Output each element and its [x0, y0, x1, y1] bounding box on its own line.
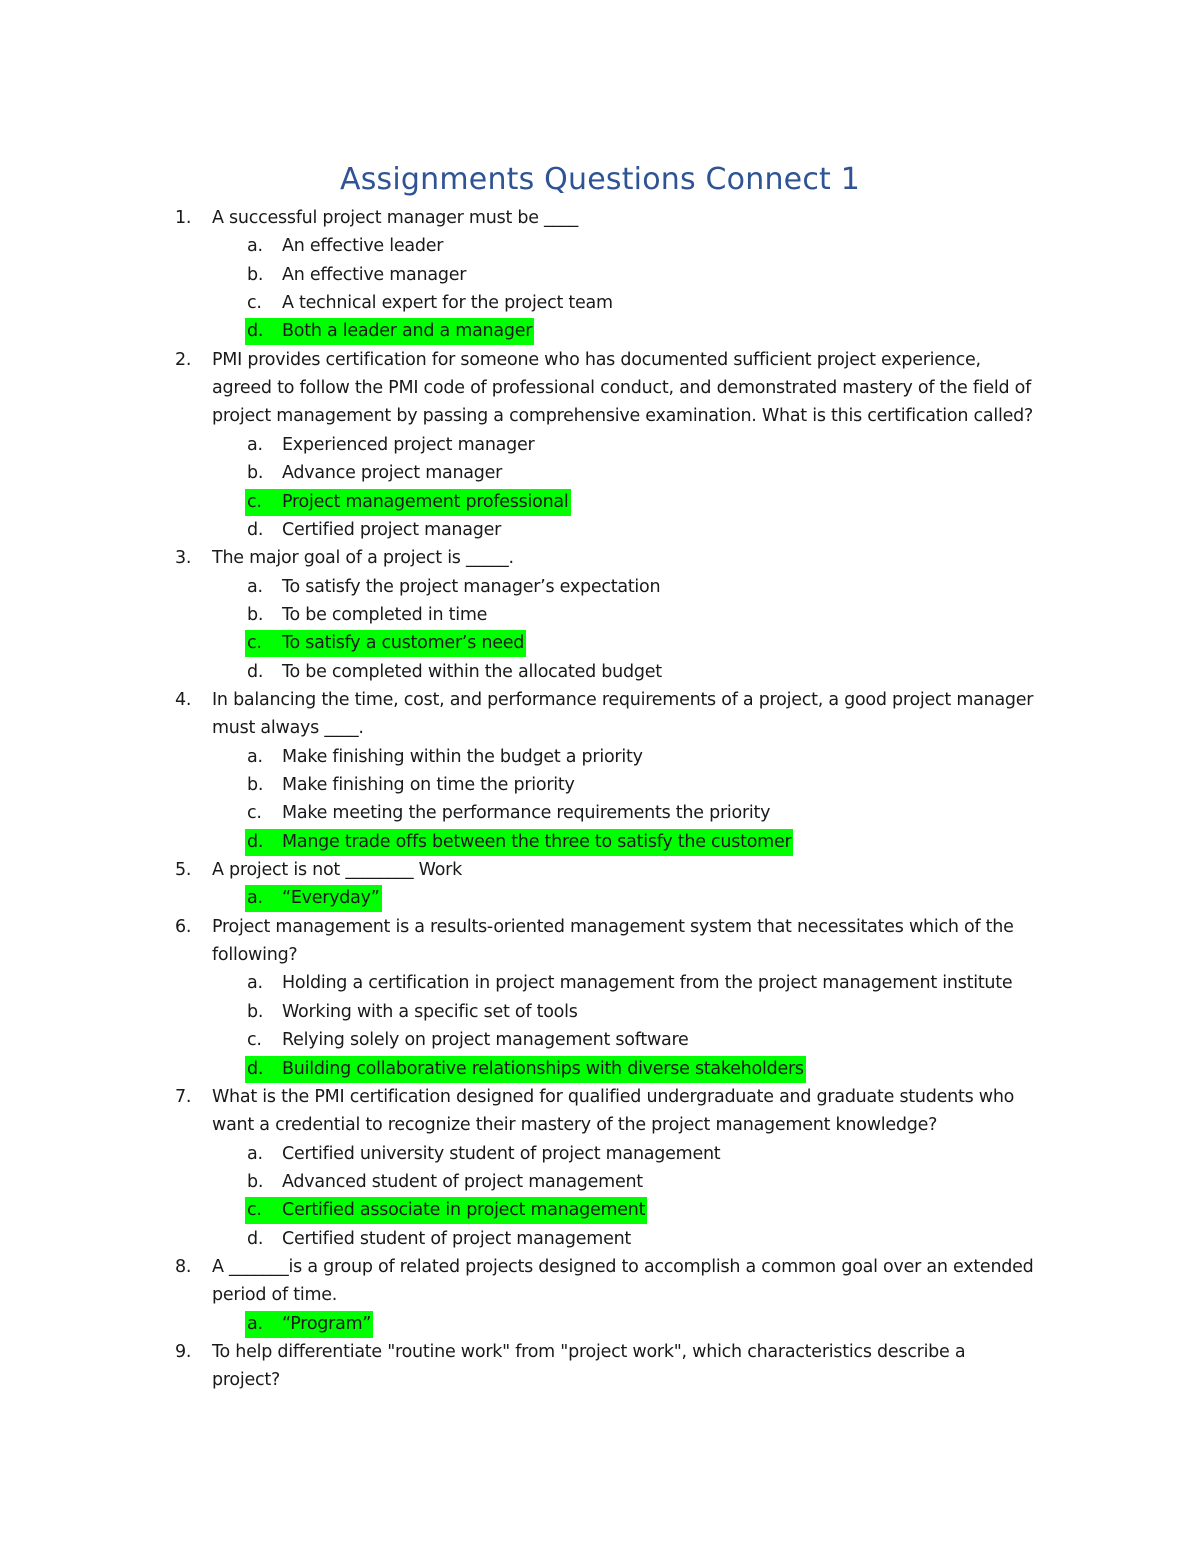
option-letter: c. [247, 1200, 262, 1221]
question-text: A successful project manager must be ____ [212, 208, 579, 228]
option-letter: a. [247, 576, 263, 597]
question-text: agreed to follow the PMI code of professional conduct, and demonstrated mastery of the field of [212, 378, 1032, 399]
option-text: “Program” [282, 1313, 372, 1334]
option-text: Relying solely on project management software [282, 1030, 689, 1051]
question-number: 2. [175, 349, 192, 370]
option-text: Make meeting the performance requirements the priority [282, 803, 771, 824]
option-letter: b. [247, 604, 264, 625]
option-letter: c. [247, 633, 262, 654]
option-text: An effective manager [282, 264, 467, 285]
document-title: Assignments Questions Connect 1 [339, 162, 860, 197]
option-letter: c. [247, 293, 262, 314]
question-number: 6. [175, 916, 192, 937]
option-text: “Everyday” [282, 888, 380, 909]
option-letter: d. [247, 661, 264, 682]
option-letter: d. [247, 1058, 264, 1079]
option-text: Make finishing on time the priority [282, 775, 575, 795]
option-letter: a. [247, 888, 263, 909]
question-text: PMI provides certification for someone who has documented sufficient project experience, [212, 349, 981, 370]
option-letter: b. [247, 264, 264, 285]
option-text: To satisfy the project manager’s expectation [282, 576, 661, 597]
option-letter: a. [247, 1143, 263, 1164]
option-letter: c. [247, 803, 262, 824]
option-letter: b. [247, 463, 264, 484]
option-text: Working with a specific set of tools [282, 1001, 578, 1022]
question-text: A project is not ________ Work [212, 860, 462, 881]
option-letter: a. [247, 1313, 263, 1334]
option-text: To be completed within the allocated budget [282, 661, 662, 682]
option-text: An effective leader [282, 236, 444, 257]
option-letter: d. [247, 831, 264, 852]
option-letter: a. [247, 973, 263, 994]
question-text: project management by passing a comprehensive examination. What is this certification called? [212, 406, 1034, 427]
option-letter: c. [247, 1030, 262, 1051]
option-text: To be completed in time [282, 604, 488, 625]
option-text: Experienced project manager [282, 434, 535, 455]
question-number: 9. [175, 1342, 192, 1362]
option-text: Certified university student of project management [282, 1143, 721, 1164]
question-number: 8. [175, 1256, 192, 1277]
question-text: period of time. [212, 1285, 338, 1306]
question-number: 4. [175, 689, 192, 710]
question-text: Project management is a results-oriented management system that necessitates which of the [212, 916, 1014, 937]
option-letter: d. [247, 519, 264, 540]
option-letter: b. [247, 1001, 264, 1022]
option-letter: d. [247, 321, 264, 342]
option-text: Mange trade offs between the three to satisfy the customer [282, 831, 792, 852]
option-letter: d. [247, 1228, 264, 1249]
option-letter: a. [247, 236, 263, 257]
option-text: Certified student of project management [282, 1228, 632, 1249]
option-letter: a. [247, 434, 263, 455]
question-text: A _______is a group of related projects designed to accomplish a common goal over an extended [212, 1256, 1034, 1277]
option-letter: a. [247, 746, 263, 767]
question-text: To help differentiate "routine work" from "project work", which characteristics describe a [212, 1342, 966, 1362]
option-text: Make finishing within the budget a priority [282, 746, 643, 767]
question-text: The major goal of a project is _____. [212, 548, 514, 569]
question-number: 1. [175, 208, 192, 228]
question-text: project? [212, 1370, 281, 1391]
option-text: Advanced student of project management [282, 1171, 643, 1192]
option-text: Building collaborative relationships with diverse stakeholders [282, 1058, 804, 1079]
question-text: want a credential to recognize their mastery of the project management knowledge? [212, 1115, 938, 1136]
question-text: following? [212, 945, 298, 966]
option-text: A technical expert for the project team [282, 293, 613, 314]
question-text: In balancing the time, cost, and performance requirements of a project, a good project manager [212, 689, 1034, 710]
option-letter: c. [247, 491, 262, 512]
question-number: 5. [175, 860, 192, 881]
question-number: 7. [175, 1086, 192, 1107]
option-text: To satisfy a customer’s need [282, 633, 525, 654]
option-text: Project management professional [282, 491, 569, 512]
option-text: Certified project manager [282, 519, 502, 540]
option-text: Advance project manager [282, 463, 503, 484]
question-number: 3. [175, 548, 192, 569]
option-letter: b. [247, 1171, 264, 1192]
option-text: Holding a certification in project management from the project management institute [282, 973, 1013, 994]
question-text: must always ____. [212, 718, 364, 739]
option-text: Certified associate in project management [282, 1200, 646, 1221]
option-text: Both a leader and a manager [282, 321, 533, 342]
question-text: What is the PMI certification designed for qualified undergraduate and graduate students who [212, 1086, 1015, 1107]
option-letter: b. [247, 775, 264, 795]
